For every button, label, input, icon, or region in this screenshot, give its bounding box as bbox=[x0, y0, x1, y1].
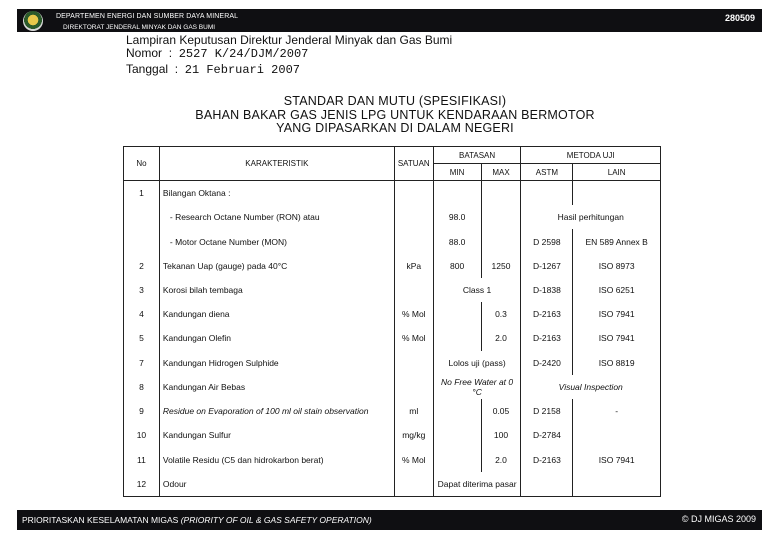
specification-table bbox=[123, 146, 661, 497]
table-row: 12 Odour Dapat diterima pasar bbox=[124, 472, 661, 497]
header-astm: ASTM bbox=[521, 164, 573, 181]
header-max: MAX bbox=[481, 164, 521, 181]
header-satuan: SATUAN bbox=[394, 147, 433, 181]
table-row: 3 Korosi bilah tembaga Class 1 D-1838 ISO 6251 bbox=[124, 278, 661, 302]
title-line-3: YANG DIPASARKAN DI DALAM NEGERI bbox=[276, 121, 514, 135]
department-name: DEPARTEMEN ENERGI DAN SUMBER DAYA MINERAL bbox=[56, 13, 239, 20]
copyright bbox=[682, 514, 756, 524]
table-row: 1 Bilangan Oktana : bbox=[124, 181, 661, 206]
copyright-icon: © bbox=[681, 514, 689, 524]
table-row: 7 Kandungan Hidrogen Sulphide Lolos uji (pass) D-2420 ISO 8819 bbox=[124, 351, 661, 375]
lampiran-text: Keputusan Direktur Jenderal Minyak dan Gas Bumi bbox=[179, 33, 453, 47]
table-row: - Research Octane Number (RON) atau 98.0 Hasil perhitungan bbox=[124, 205, 661, 229]
header-bar bbox=[17, 9, 762, 32]
document-title bbox=[195, 95, 595, 136]
table-row: - Motor Octane Number (MON) 88.0 D 2598 EN 589 Annex B bbox=[124, 229, 661, 253]
slogan-main: PRIORITASKAN KESELAMATAN MIGAS bbox=[22, 515, 179, 525]
lampiran-row bbox=[126, 33, 452, 47]
slogan-english: (PRIORITY OF OIL & GAS SAFETY OPERATION) bbox=[180, 515, 372, 525]
header-batasan: BATASAN bbox=[433, 147, 521, 164]
header-metoda: METODA UJI bbox=[521, 147, 661, 164]
table-row: 11 Volatile Residu (C5 dan hidrokarbon berat) % Mol 2.0 D-2163 ISO 7941 bbox=[124, 447, 661, 471]
table-row: 10 Kandungan Sulfur mg/kg 100 D-2784 bbox=[124, 423, 661, 447]
header-no: No bbox=[124, 147, 160, 181]
copyright-text: DJ MIGAS 2009 bbox=[690, 514, 756, 524]
table-row: 2 Tekanan Uap (gauge) pada 40°C kPa 800 1250 D-1267 ISO 8973 bbox=[124, 254, 661, 278]
header-lain: LAIN bbox=[573, 164, 661, 181]
table-row: 4 Kandungan diena % Mol 0.3 D-2163 ISO 7941 bbox=[124, 302, 661, 326]
nomor-value: 2527 K/24/DJM/2007 bbox=[178, 47, 309, 61]
title-line-1: STANDAR DAN MUTU (SPESIFIKASI) bbox=[283, 94, 507, 108]
lampiran-label: Lampiran bbox=[126, 33, 177, 47]
directorate-name: DIREKTORAT JENDERAL MINYAK DAN GAS BUMI bbox=[63, 24, 216, 31]
header-min: MIN bbox=[433, 164, 481, 181]
nomor-row: Nomor : 2527 K/24/DJM/2007 bbox=[126, 46, 309, 61]
header-karakteristik: KARAKTERISTIK bbox=[159, 147, 394, 181]
tanggal-label: Tanggal bbox=[126, 62, 169, 76]
tanggal-row: Tanggal : 21 Februari 2007 bbox=[126, 62, 300, 77]
title-line-2: BAHAN BAKAR GAS JENIS LPG UNTUK KENDARAAN BERMOTOR bbox=[195, 107, 595, 122]
footer-bar bbox=[17, 510, 762, 530]
table-row: 9 Residue on Evaporation of 100 ml oil stain observation ml 0.05 D 2158 - bbox=[124, 399, 661, 423]
table-row: 8 Kandungan Air Bebas No Free Water at 0 °C Visual Inspection bbox=[124, 375, 661, 399]
nomor-label: Nomor bbox=[126, 46, 163, 60]
tanggal-value: 21 Februari 2007 bbox=[184, 63, 300, 77]
table-row: 5 Kandungan Olefin % Mol 2.0 D-2163 ISO 7941 bbox=[124, 326, 661, 350]
safety-slogan bbox=[22, 515, 372, 525]
document-number: 280509 bbox=[724, 13, 755, 23]
ministry-logo-icon bbox=[23, 11, 43, 31]
